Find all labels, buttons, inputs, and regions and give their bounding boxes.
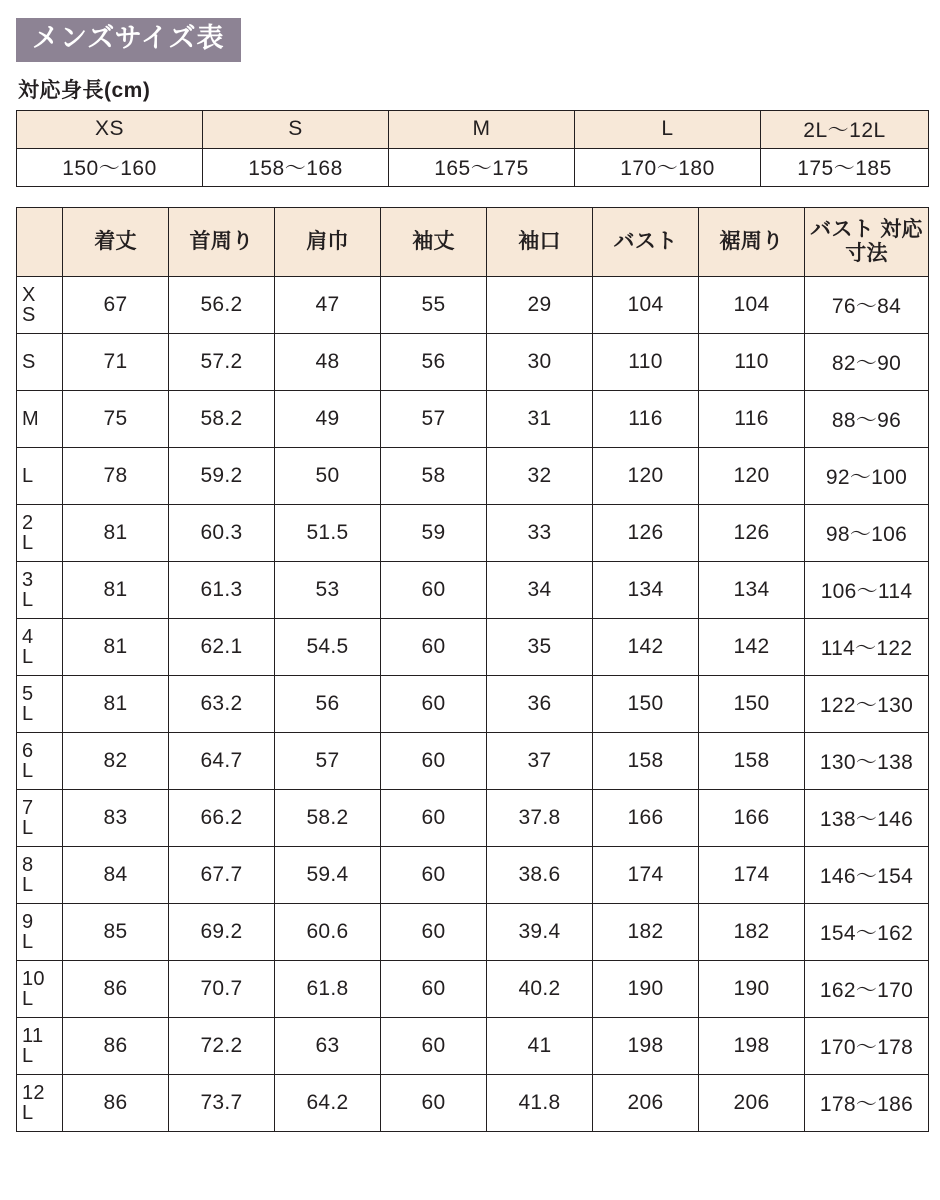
table-cell: 48: [275, 333, 381, 390]
row-label-line: 3: [22, 568, 34, 591]
row-label-line: 12: [22, 1081, 45, 1104]
table-cell: 114〜122: [805, 618, 929, 675]
table-cell: 50: [275, 447, 381, 504]
table-cell: 41: [487, 1017, 593, 1074]
row-label-2l: [17, 504, 63, 561]
table-cell: 60.6: [275, 903, 381, 960]
table-cell: 154〜162: [805, 903, 929, 960]
table-cell: 81: [63, 504, 169, 561]
table-cell: 86: [63, 1074, 169, 1131]
table-cell: 57: [381, 390, 487, 447]
table-cell: 40.2: [487, 960, 593, 1017]
table-cell: 60: [381, 618, 487, 675]
column-header-neck: 首周り: [169, 207, 275, 276]
row-label-line: 10: [22, 967, 45, 990]
table-cell: 29: [487, 276, 593, 333]
table-cell: 126: [699, 504, 805, 561]
height-range-cell: 150〜160: [17, 148, 203, 186]
table-cell: 31: [487, 390, 593, 447]
row-label-line: 6: [22, 739, 34, 762]
table-row: [17, 276, 929, 333]
row-label-3l: [17, 561, 63, 618]
table-row: [17, 903, 929, 960]
table-cell: 76〜84: [805, 276, 929, 333]
table-row: [17, 447, 929, 504]
table-cell: 86: [63, 1017, 169, 1074]
table-cell: 81: [63, 561, 169, 618]
table-row: [17, 846, 929, 903]
column-header-sleeve-length: 袖丈: [381, 207, 487, 276]
measurements-body: [17, 276, 929, 1131]
column-header-bust-fit: [805, 207, 929, 276]
table-row: [17, 618, 929, 675]
table-cell: 66.2: [169, 789, 275, 846]
table-cell: 110: [593, 333, 699, 390]
table-cell: 37.8: [487, 789, 593, 846]
row-label-line: M: [22, 407, 39, 430]
corner-cell: [17, 207, 63, 276]
table-cell: 126: [593, 504, 699, 561]
table-row: [17, 561, 929, 618]
table-cell: 83: [63, 789, 169, 846]
table-cell: 70.7: [169, 960, 275, 1017]
table-cell: 110: [699, 333, 805, 390]
table-cell: 134: [699, 561, 805, 618]
table-cell: 122〜130: [805, 675, 929, 732]
table-cell: 47: [275, 276, 381, 333]
height-table-header-row: [17, 110, 929, 148]
table-cell: 69.2: [169, 903, 275, 960]
table-cell: 34: [487, 561, 593, 618]
table-row: [17, 504, 929, 561]
row-label-line: L: [22, 873, 34, 896]
table-cell: 58.2: [275, 789, 381, 846]
height-size-cell: 2L〜12L: [761, 110, 929, 148]
table-cell: 57: [275, 732, 381, 789]
row-label-line: 11: [22, 1024, 44, 1047]
table-cell: 59: [381, 504, 487, 561]
row-label-xs: [17, 276, 63, 333]
table-cell: 60: [381, 789, 487, 846]
row-label-line: L: [22, 1044, 34, 1067]
table-row: [17, 390, 929, 447]
height-section-label: 対応身長(cm): [18, 78, 151, 102]
table-cell: 58.2: [169, 390, 275, 447]
row-label-4l: [17, 618, 63, 675]
height-table-value-row: [17, 148, 929, 186]
table-cell: 54.5: [275, 618, 381, 675]
table-cell: 146〜154: [805, 846, 929, 903]
table-cell: 198: [699, 1017, 805, 1074]
table-cell: 33: [487, 504, 593, 561]
table-cell: 85: [63, 903, 169, 960]
table-cell: 73.7: [169, 1074, 275, 1131]
row-label-12l: [17, 1074, 63, 1131]
table-cell: 190: [699, 960, 805, 1017]
height-size-cell: L: [575, 110, 761, 148]
table-cell: 120: [699, 447, 805, 504]
table-cell: 56.2: [169, 276, 275, 333]
row-label-5l: [17, 675, 63, 732]
column-header-cuff: 袖口: [487, 207, 593, 276]
table-cell: 178〜186: [805, 1074, 929, 1131]
table-cell: 36: [487, 675, 593, 732]
table-cell: 81: [63, 618, 169, 675]
row-label-line: 2: [22, 511, 34, 534]
column-header-shoulder: 肩巾: [275, 207, 381, 276]
table-cell: 61.3: [169, 561, 275, 618]
table-cell: 150: [699, 675, 805, 732]
table-cell: 206: [593, 1074, 699, 1131]
table-row: [17, 675, 929, 732]
page-title: メンズサイズ表: [16, 18, 241, 62]
column-header-hem: 裾周り: [699, 207, 805, 276]
table-cell: 166: [593, 789, 699, 846]
table-row: [17, 960, 929, 1017]
measurements-header-row: [17, 207, 929, 276]
table-cell: 158: [593, 732, 699, 789]
table-cell: 104: [699, 276, 805, 333]
row-label-line: S: [22, 303, 36, 326]
table-cell: 92〜100: [805, 447, 929, 504]
table-cell: 166: [699, 789, 805, 846]
row-label-m: [17, 390, 63, 447]
height-size-cell: S: [203, 110, 389, 148]
table-row: [17, 789, 929, 846]
table-cell: 39.4: [487, 903, 593, 960]
table-cell: 60: [381, 960, 487, 1017]
table-cell: 86: [63, 960, 169, 1017]
table-cell: 198: [593, 1017, 699, 1074]
height-range-cell: 170〜180: [575, 148, 761, 186]
row-label-10l: [17, 960, 63, 1017]
row-label-line: L: [22, 759, 34, 782]
height-size-cell: M: [389, 110, 575, 148]
row-label-line: L: [22, 464, 34, 487]
table-cell: 61.8: [275, 960, 381, 1017]
table-cell: 75: [63, 390, 169, 447]
table-cell: 106〜114: [805, 561, 929, 618]
table-cell: 120: [593, 447, 699, 504]
row-label-line: L: [22, 987, 34, 1010]
height-table: [16, 110, 929, 187]
row-label-6l: [17, 732, 63, 789]
table-cell: 57.2: [169, 333, 275, 390]
height-range-cell: 165〜175: [389, 148, 575, 186]
table-cell: 64.7: [169, 732, 275, 789]
row-label-line: S: [22, 350, 36, 373]
table-cell: 60: [381, 732, 487, 789]
table-cell: 63.2: [169, 675, 275, 732]
table-cell: 41.8: [487, 1074, 593, 1131]
table-cell: 30: [487, 333, 593, 390]
row-label-line: L: [22, 930, 34, 953]
row-label-line: 8: [22, 853, 34, 876]
height-size-cell: XS: [17, 110, 203, 148]
table-cell: 158: [699, 732, 805, 789]
table-cell: 60: [381, 903, 487, 960]
row-label-line: L: [22, 816, 34, 839]
table-row: [17, 1017, 929, 1074]
table-cell: 60: [381, 1074, 487, 1131]
row-label-11l: [17, 1017, 63, 1074]
table-cell: 37: [487, 732, 593, 789]
table-cell: 55: [381, 276, 487, 333]
table-cell: 104: [593, 276, 699, 333]
row-label-line: L: [22, 645, 34, 668]
row-label-line: L: [22, 1101, 34, 1124]
row-label-8l: [17, 846, 63, 903]
table-cell: 72.2: [169, 1017, 275, 1074]
row-label-line: 9: [22, 910, 34, 933]
table-cell: 170〜178: [805, 1017, 929, 1074]
table-row: [17, 732, 929, 789]
table-cell: 58: [381, 447, 487, 504]
table-cell: 82〜90: [805, 333, 929, 390]
table-cell: 60: [381, 561, 487, 618]
row-label-line: L: [22, 531, 34, 554]
table-cell: 138〜146: [805, 789, 929, 846]
row-label-line: 5: [22, 682, 34, 705]
table-cell: 71: [63, 333, 169, 390]
table-cell: 67: [63, 276, 169, 333]
column-header-length: 着丈: [63, 207, 169, 276]
table-cell: 59.2: [169, 447, 275, 504]
table-cell: 60: [381, 846, 487, 903]
table-cell: 116: [699, 390, 805, 447]
table-cell: 56: [381, 333, 487, 390]
row-label-line: 4: [22, 625, 34, 648]
table-cell: 38.6: [487, 846, 593, 903]
table-cell: 84: [63, 846, 169, 903]
table-cell: 134: [593, 561, 699, 618]
measurements-section: [14, 207, 926, 1132]
row-label-9l: [17, 903, 63, 960]
table-cell: 60: [381, 675, 487, 732]
table-cell: 116: [593, 390, 699, 447]
row-label-line: L: [22, 588, 34, 611]
table-cell: 62.1: [169, 618, 275, 675]
table-cell: 98〜106: [805, 504, 929, 561]
row-label-line: L: [22, 702, 34, 725]
table-cell: 88〜96: [805, 390, 929, 447]
table-cell: 142: [593, 618, 699, 675]
table-cell: 142: [699, 618, 805, 675]
table-cell: 51.5: [275, 504, 381, 561]
row-label-line: X: [22, 283, 36, 306]
height-range-cell: 175〜185: [761, 148, 929, 186]
table-cell: 174: [593, 846, 699, 903]
row-label-line: 7: [22, 796, 34, 819]
table-cell: 56: [275, 675, 381, 732]
table-cell: 49: [275, 390, 381, 447]
height-range-cell: 158〜168: [203, 148, 389, 186]
row-label-s: [17, 333, 63, 390]
table-cell: 130〜138: [805, 732, 929, 789]
table-cell: 53: [275, 561, 381, 618]
table-cell: 63: [275, 1017, 381, 1074]
table-cell: 64.2: [275, 1074, 381, 1131]
table-row: [17, 333, 929, 390]
row-label-l: [17, 447, 63, 504]
table-cell: 82: [63, 732, 169, 789]
table-cell: 174: [699, 846, 805, 903]
table-cell: 78: [63, 447, 169, 504]
table-cell: 60: [381, 1017, 487, 1074]
table-cell: 59.4: [275, 846, 381, 903]
table-cell: 206: [699, 1074, 805, 1131]
column-header-bust: バスト: [593, 207, 699, 276]
table-cell: 182: [699, 903, 805, 960]
table-cell: 182: [593, 903, 699, 960]
table-cell: 150: [593, 675, 699, 732]
row-label-7l: [17, 789, 63, 846]
bust-fit-line2: 対応寸法: [845, 218, 923, 265]
table-row: [17, 1074, 929, 1131]
table-cell: 35: [487, 618, 593, 675]
table-cell: 60.3: [169, 504, 275, 561]
bust-fit-line1: バスト: [810, 218, 875, 242]
measurements-table: [16, 207, 929, 1132]
table-cell: 32: [487, 447, 593, 504]
table-cell: 67.7: [169, 846, 275, 903]
table-cell: 190: [593, 960, 699, 1017]
table-cell: 162〜170: [805, 960, 929, 1017]
table-cell: 81: [63, 675, 169, 732]
